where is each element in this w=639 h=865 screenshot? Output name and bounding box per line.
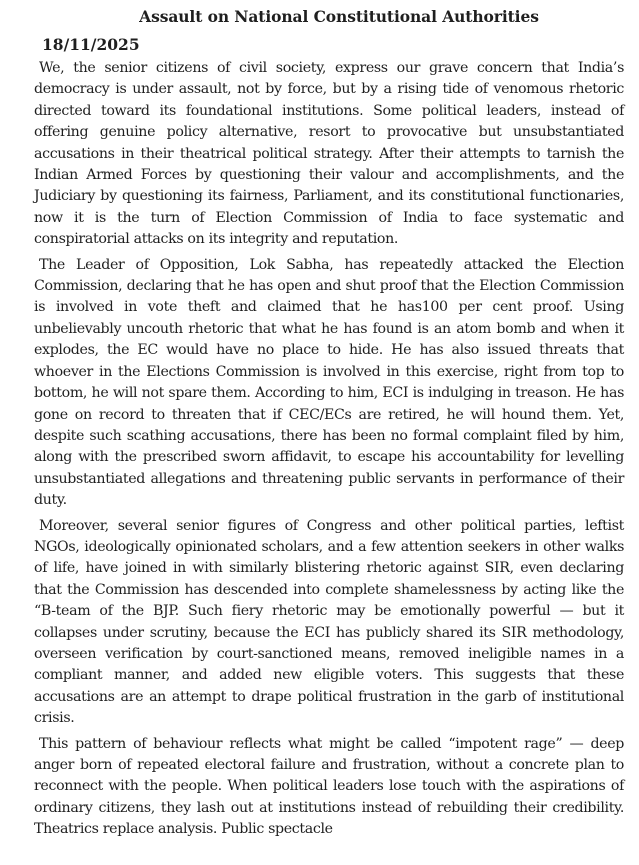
document-title: Assault on National Constitutional Authorities [139, 7, 539, 26]
paragraph-3 [34, 516, 624, 730]
paragraph-1-text: We, the senior citizens of civil society, express our grave concern that India’s democracy is under assault, not by force, but by a rising tide of venomous rhetoric directed toward its foundational institutions. Some political leaders, instead of offering genuine policy alternative, resort to provocative but unsubstantiated accusations in their theatrical political strategy. After their attempts to tarnish the Indian Armed Forces by questioning their valour and accomplishments, and the Judiciary by questioning its fairness, Parliament, and its constitutional functionaries, now it is the turn of Election Commission of India to face systematic and conspiratorial attacks on its integrity and reputation. [34, 60, 624, 248]
paragraph-1 [34, 58, 624, 251]
paragraph-4-text: This pattern of behaviour reflects what might be called “impotent rage” — deep anger born of repeated electoral failure and frustration, without a concrete plan to reconnect with the people. When political leaders lose touch with the aspirations of ordinary citizens, they lash out at institutions instead of rebuilding their credibility. Theatrics replace analysis. Public spectacle [34, 735, 624, 838]
paragraph-2-text: The Leader of Opposition, Lok Sabha, has repeatedly attacked the Election Commission, declaring that he has open and shut proof that the Election Commission is involved in vote theft and claimed that he has100 per cent proof. Using unbelievably uncouth rhetoric that what he has found is an atom bomb and when it explodes, the EC would have no place to hide. He has also issued threats that whoever in the Elections Commission is involved in this exercise, right from top to bottom, he will not spare them. According to him, ECI is indulging in treason. He has gone on record to threaten that if CEC/ECs are retired, he will hound them. Yet, despite such scathing accusations, there has been no formal complaint filed by him, along with the prescribed sworn affidavit, to escape his accountability for levelling unsubstantiated allegations and threatening public servants in performance of their duty. [34, 256, 624, 509]
paragraph-3-text: Moreover, several senior figures of Congress and other political parties, leftist NGOs, ideologically opinionated scholars, and a few attention seekers in other walks of life, have joined in with similarly blistering rhetoric against SIR, even declaring that the Commission has descended into complete shamelessness by acting like the “B-team of the BJP. Such fiery rhetoric may be emotionally powerful — but it collapses under scrutiny, because the ECI has publicly shared its SIR methodology, overseen verification by court-sanctioned means, removed ineligible names in a compliant manner, and added new eligible voters. This suggests that these accusations are an attempt to drape political frustration in the garb of institutional crisis. [34, 517, 624, 727]
paragraph-4 [34, 734, 624, 841]
document-date: 18/11/2025 [42, 35, 140, 54]
paragraph-2 [34, 255, 624, 512]
